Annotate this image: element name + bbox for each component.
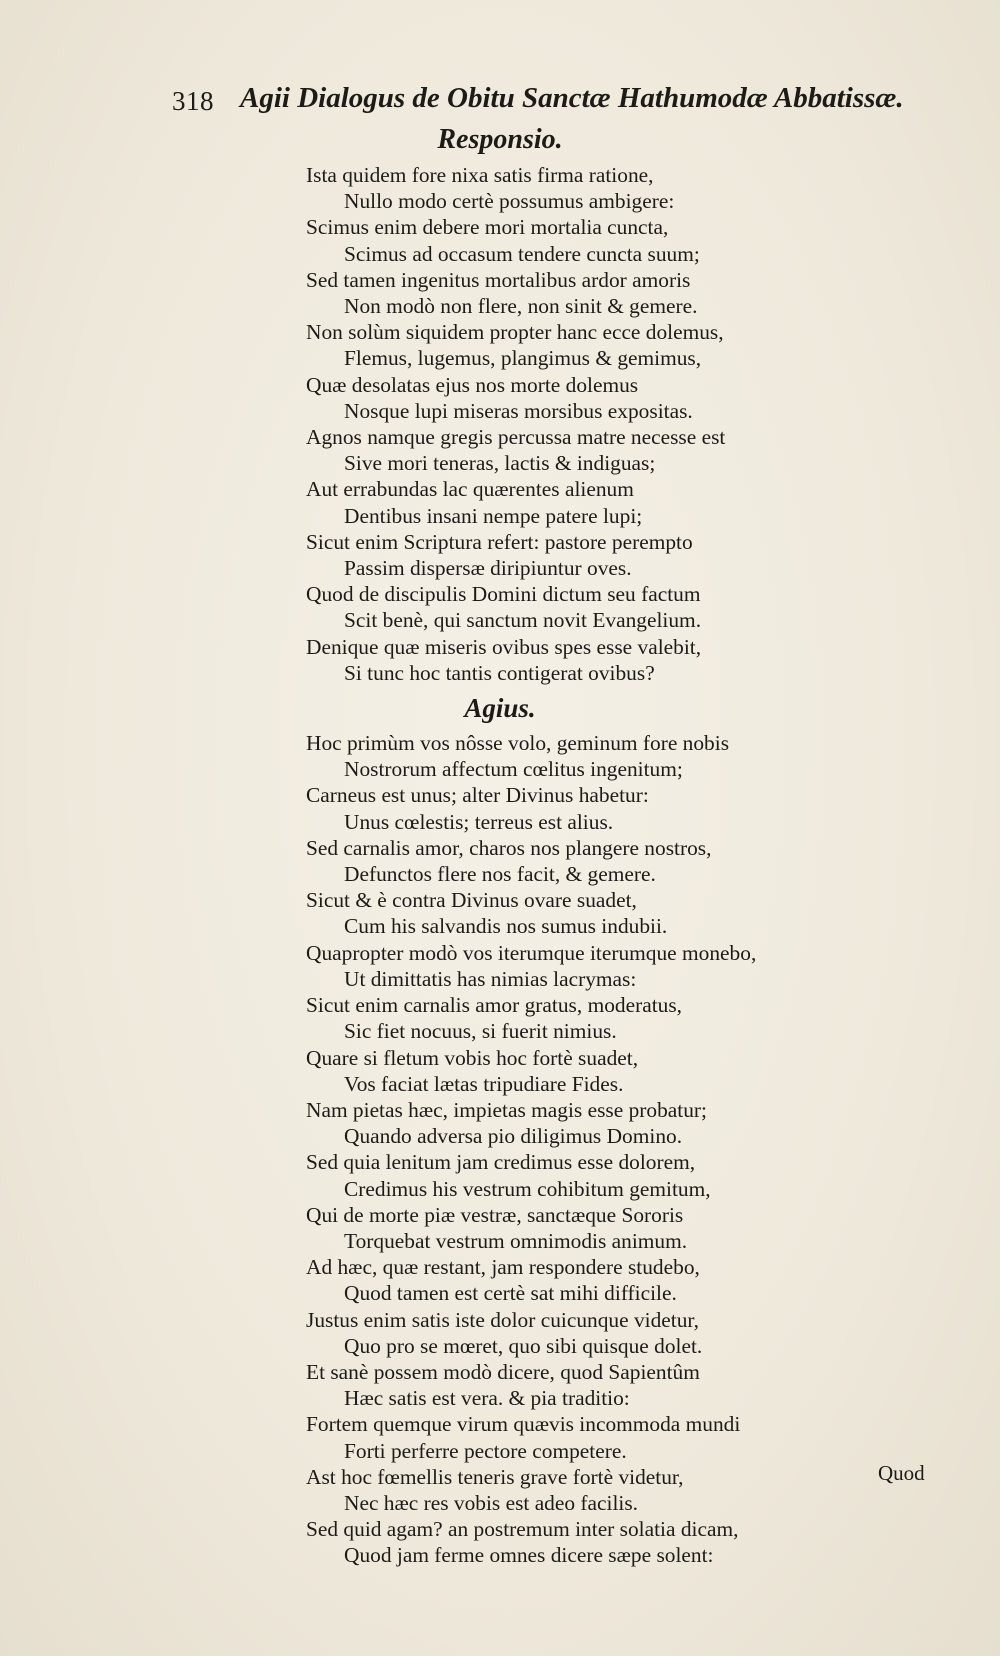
verse-line: Passim dispersæ diripiuntur oves. xyxy=(344,556,632,581)
page-header xyxy=(172,78,912,128)
verse-line: Agnos namque gregis percussa matre necesse est xyxy=(306,425,726,450)
verse-line: Nostrorum affectum cœlitus ingenitum; xyxy=(344,757,683,782)
verse-line: Unus cœlestis; terreus est alius. xyxy=(344,809,614,834)
verse-line: Nam pietas hæc, impietas magis esse probatur; xyxy=(306,1097,707,1122)
page-number: 318 xyxy=(172,86,214,116)
verse-line: Si tunc hoc tantis contigerat ovibus? xyxy=(344,660,655,685)
verse-line: Credimus his vestrum cohibitum gemitum, xyxy=(344,1176,711,1201)
verse-line: Scimus enim debere mori mortalia cuncta, xyxy=(306,215,669,240)
verse-line: Sed carnalis amor, charos nos plangere nostros, xyxy=(306,835,712,860)
catchword: Quod xyxy=(878,1461,925,1485)
running-title: Agii Dialogus de Obitu Sanctæ Hathumodæ Abbatissæ. xyxy=(240,82,904,114)
verse-line: Torquebat vestrum omnimodis animum. xyxy=(344,1228,688,1253)
verse-text xyxy=(306,162,866,1569)
verse-line: Defunctos flere nos facit, & gemere. xyxy=(344,862,656,887)
verse-line: Aut errabundas lac quærentes alienum xyxy=(306,477,634,502)
verse-line: Denique quæ miseris ovibus spes esse valebit, xyxy=(306,634,702,659)
verse-line: Sed tamen ingenitus mortalibus ardor amoris xyxy=(306,267,691,292)
verse-line: Ut dimittatis has nimias lacrymas: xyxy=(344,966,637,991)
verse-line: Hoc primùm vos nôsse volo, geminum fore nobis xyxy=(306,731,730,756)
verse-line: Scit benè, qui sanctum novit Evangelium. xyxy=(344,608,702,633)
verse-line: Quando adversa pio diligimus Domino. xyxy=(344,1124,683,1149)
verse-line: Dentibus insani nempe patere lupi; xyxy=(344,503,643,528)
verse-line: Et sanè possem modò dicere, quod Sapientûm xyxy=(306,1359,700,1384)
verse-line: Qui de morte piæ vestræ, sanctæque Sororis xyxy=(306,1202,684,1227)
verse-line: Nullo modo certè possumus ambigere: xyxy=(344,189,675,214)
verse-line: Quæ desolatas ejus nos morte dolemus xyxy=(306,372,639,397)
verse-line: Vos faciat lætas tripudiare Fides. xyxy=(344,1071,624,1096)
verse-line: Scimus ad occasum tendere cuncta suum; xyxy=(344,241,700,266)
verse-line: Quapropter modò vos iterumque iterumque monebo, xyxy=(306,940,757,965)
verse-line: Sicut & è contra Divinus ovare suadet, xyxy=(306,888,637,913)
verse-line: Carneus est unus; alter Divinus habetur: xyxy=(306,783,649,808)
verse-line: Non modò non flere, non sinit & gemere. xyxy=(344,294,698,319)
verse-line: Quod jam ferme omnes dicere sæpe solent: xyxy=(344,1543,714,1568)
verse-line: Hæc satis est vera. & pia traditio: xyxy=(344,1386,630,1411)
verse-line: Ad hæc, quæ restant, jam respondere studebo, xyxy=(306,1255,700,1280)
verse-line: Sive mori teneras, lactis & indiguas; xyxy=(344,451,656,476)
verse-line: Forti perferre pectore competere. xyxy=(344,1438,627,1463)
verse-line: Quod tamen est certè sat mihi difficile. xyxy=(344,1281,677,1306)
verse-line: Cum his salvandis nos sumus indubii. xyxy=(344,914,668,939)
verse-line: Fortem quemque virum quævis incommoda mundi xyxy=(306,1412,741,1437)
verse-line: Nec hæc res vobis est adeo facilis. xyxy=(344,1490,639,1515)
verse-line: Sicut enim Scriptura refert: pastore perempto xyxy=(306,529,693,554)
verse-line: Quo pro se mœret, quo sibi quisque dolet. xyxy=(344,1333,703,1358)
verse-line: Quare si fletum vobis hoc fortè suadet, xyxy=(306,1045,639,1070)
verse-line: Ista quidem fore nixa satis firma ratione, xyxy=(306,163,654,187)
verse-line: Nosque lupi miseras morsibus expositas. xyxy=(344,398,693,423)
section-heading-agius: Agius. xyxy=(464,693,536,724)
verse-line: Sic fiet nocuus, si fuerit nimius. xyxy=(344,1019,617,1044)
verse-line: Sicut enim carnalis amor gratus, moderatus, xyxy=(306,993,683,1018)
verse-line: Non solùm siquidem propter hanc ecce dolemus, xyxy=(306,320,724,345)
verse-line: Justus enim satis iste dolor cuicunque videtur, xyxy=(306,1307,700,1332)
verse-line: Sed quid agam? an postremum inter solatia dicam, xyxy=(306,1517,739,1542)
verse-line: Ast hoc fœmellis teneris grave fortè videtur, xyxy=(306,1464,684,1489)
verse-line: Quod de discipulis Domini dictum seu factum xyxy=(306,582,701,607)
section-heading-responsio: Responsio. xyxy=(437,124,563,155)
verse-line: Flemus, lugemus, plangimus & gemimus, xyxy=(344,346,702,371)
verse-line: Sed quia lenitum jam credimus esse dolorem, xyxy=(306,1150,696,1175)
